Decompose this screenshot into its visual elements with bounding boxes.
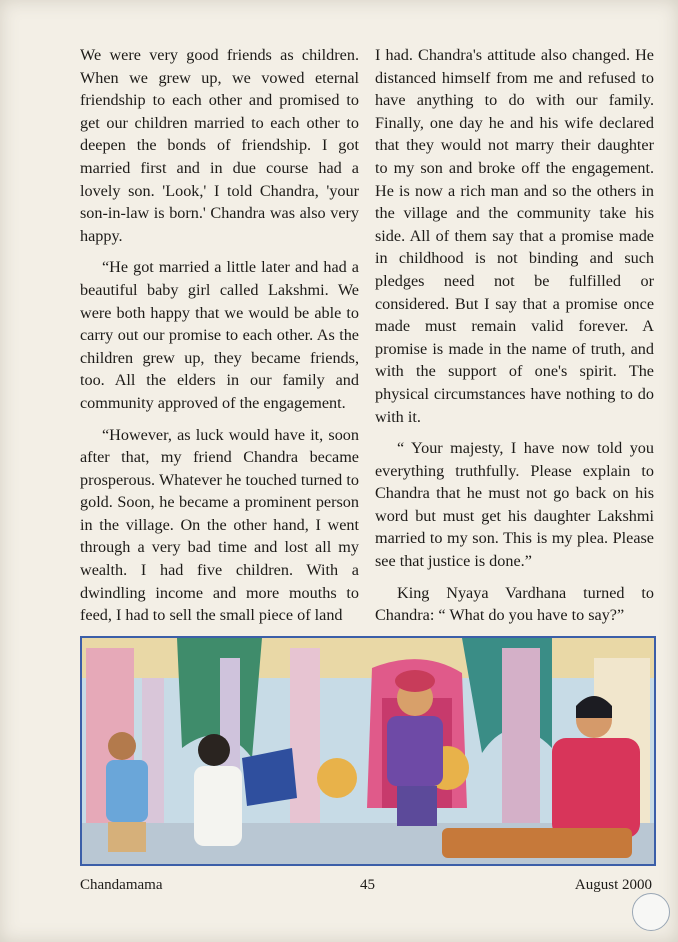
- right-text-column: [375, 44, 654, 667]
- paragraph: I had. Chandra's attitude also changed. He distanced himself from me and refused to have anything to do with our family. Finally, one day he and his wife declared that they would not marry their daughter to my son and broke off the engagement. He is now a rich man and so the others in the village and the community take his side. All of them say that a promise made in childhood is not binding and such pledges need not be fulfilled or considered. But I say that a promise once made must remain valid forever. A promise is made in the name of truth, and with the support of one's spirit. The physical circumstances have nothing to do with it.: [375, 46, 654, 426]
- paragraph: “He got married a little later and had a beautiful baby girl called Lakshmi. We were both happy that we would be able to carry out our promise to each other. As the children grew up, they became friends, too. All the elders in our family and community approved of the engagement.: [80, 258, 359, 412]
- page-number: 45: [360, 877, 375, 893]
- library-stamp-icon: [632, 893, 670, 931]
- paragraph: King Nyaya Vardhana turned to Chandra: “ What do you have to say?”: [375, 583, 654, 625]
- paragraph: “However, as luck would have it, soon after that, my friend Chandra became prosperous. Whatever he touched turned to gold. Soon, he became a prominent person in the village. On the other hand, I went through a very bad time and lost all my wealth. I had five children. With a dwindling income and more mouths to feed, I had to sell the small piece of land: [80, 425, 359, 625]
- issue-date: August 2000: [574, 877, 652, 893]
- paragraph: “ Your majesty, I have now told you everything truthfully. Please explain to Chandra that he must not go back on his word but must get his daughter Lakshmi married to my son. This is my plea. Please see that justice is done.”: [375, 439, 654, 571]
- court-scene-drawing: [82, 638, 654, 864]
- paragraph: We were very good friends as children. When we grew up, we vowed eternal friendship to each other and promised to get our children married to each other to deepen the bonds of friendship. I got married first and in due course had a lovely son. 'Look,' I told Chandra, 'your son-in-law is born.' Chandra was also very happy.: [80, 46, 359, 245]
- court-scene-illustration: [80, 636, 656, 866]
- page-footer: [80, 877, 652, 897]
- magazine-name: Chandamama: [80, 877, 163, 893]
- left-text-column: [80, 44, 359, 636]
